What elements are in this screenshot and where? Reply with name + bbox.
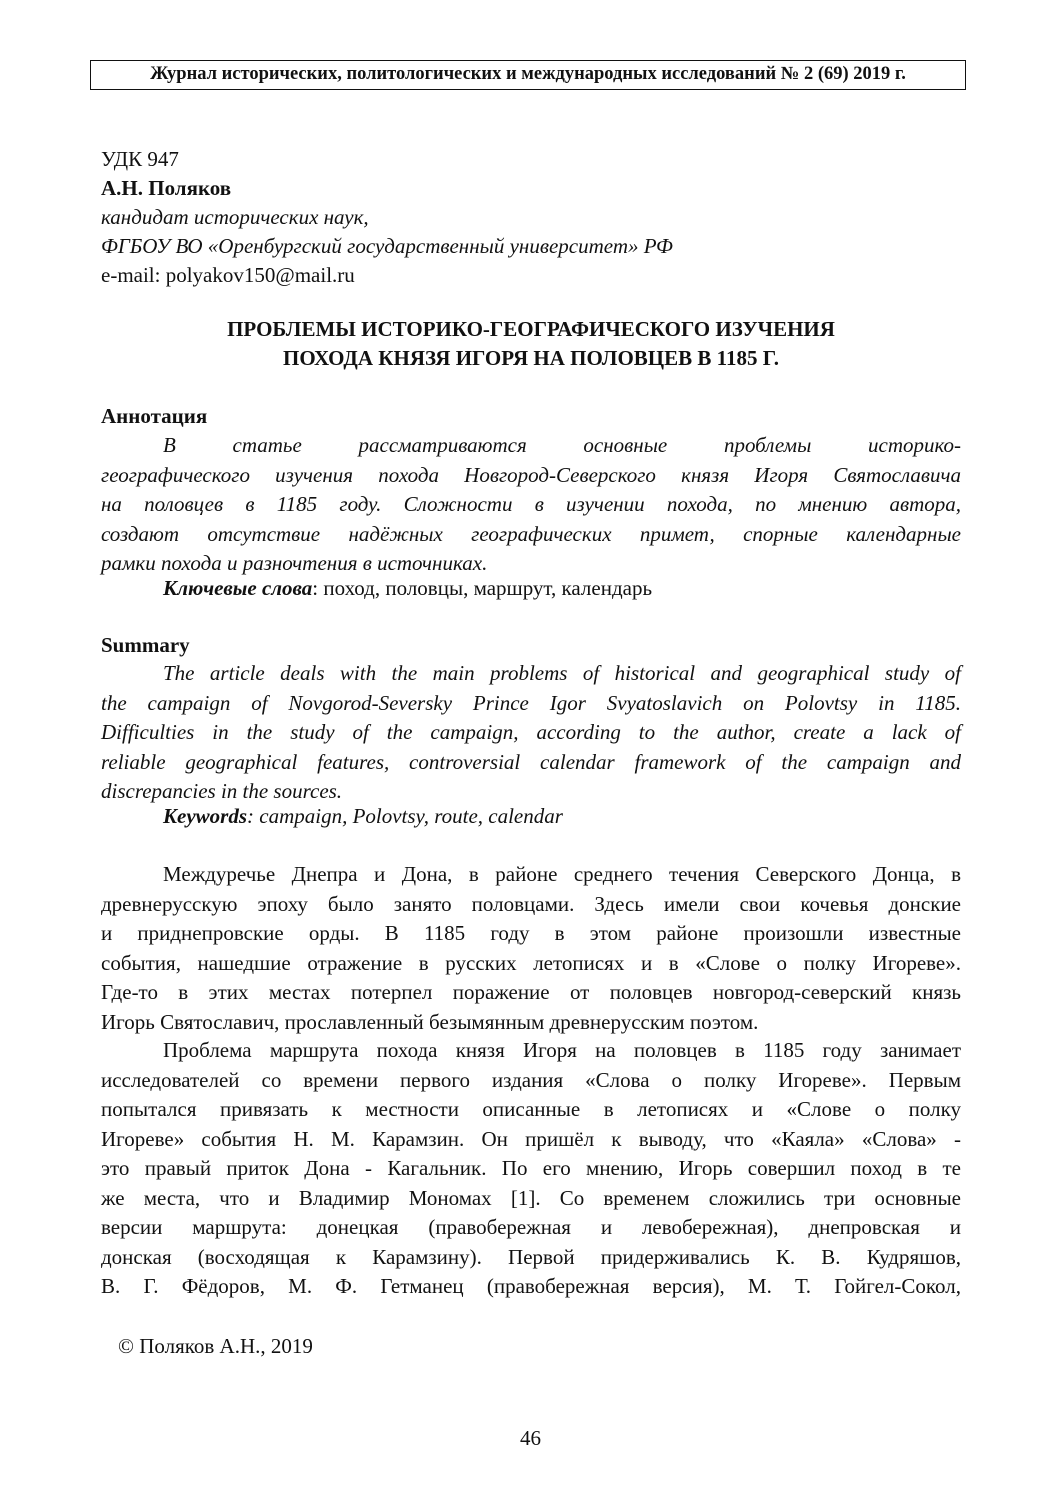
- keywords-en: : campaign, Polovtsy, route, calendar: [247, 804, 563, 828]
- author-affiliation: ФГБОУ ВО «Оренбургский государственный университет» РФ: [101, 234, 673, 258]
- author-name: А.Н. Поляков: [101, 176, 232, 200]
- body-line: версии маршрута: донецкая (правобережная и левобережная), днепровская и: [101, 1215, 961, 1239]
- udk-code: УДК 947: [101, 147, 179, 171]
- journal-title: Журнал исторических, политологических и международных исследований № 2 (69) 2019 г.: [150, 64, 906, 84]
- page-number: 46: [520, 1426, 541, 1450]
- journal-header: [90, 60, 966, 90]
- body-line: Игореве» события Н. М. Карамзин. Он пришёл к выводу, что «Каяла» «Слова» -: [101, 1126, 961, 1151]
- body-line: события, нашедшие отражение в русских летописях и в «Слове о полку Игореве».: [101, 950, 961, 975]
- body-line: Игорь Святославич, прославленный безымянным древнерусским поэтом.: [101, 1009, 759, 1034]
- title-line-1: ПРОБЛЕМЫ ИСТОРИКО-ГЕОГРАФИЧЕСКОГО ИЗУЧЕНИЯ: [227, 317, 835, 341]
- body-line: это правый приток Дона - Кагальник. По его мнению, Игорь совершил поход в те: [101, 1156, 961, 1180]
- annotation-line: создают отсутствие надёжных географических примет, спорные календарные: [101, 521, 961, 546]
- title-line-2: ПОХОДА КНЯЗЯ ИГОРЯ НА ПОЛОВЦЕВ В 1185 Г.: [283, 346, 779, 370]
- body-line: Междуречье Днепра и Дона, в районе среднего течения Северского Донца, в: [163, 862, 961, 886]
- body-line: В. Г. Фёдоров, М. Ф. Гетманец (правобережная версия), М. Т. Гойгел-Сокол,: [101, 1274, 961, 1298]
- summary-line: reliable geographical features, controversial calendar framework of the campaign and: [101, 749, 961, 774]
- author-email: e-mail: polyakov150@mail.ru: [101, 263, 355, 287]
- summary-heading: Summary: [101, 633, 190, 657]
- body-paragraph-2: [101, 1036, 961, 1302]
- annotation-line: рамки похода и разночтения в источниках.: [101, 551, 488, 575]
- body-line: донская (восходящая к Карамзину). Первой придерживались К. В. Кудряшов,: [101, 1244, 961, 1269]
- body-line: попытался привязать к местности описанные в летописях и «Слове о полку: [101, 1097, 961, 1121]
- author-meta: [101, 145, 673, 290]
- article-title: [101, 315, 961, 373]
- annotation-line: на половцев в 1185 году. Сложности в изучении похода, по мнению автора,: [101, 492, 961, 516]
- body-line: древнерусскую эпоху было занято половцами. Здесь имели свои кочевья донские: [101, 891, 961, 916]
- author-degree: кандидат исторических наук,: [101, 205, 369, 229]
- annotation-line: географического изучения похода Новгород-Северского князя Игоря Святославича: [101, 462, 961, 487]
- annotation-text: [101, 431, 961, 579]
- keywords-label-en: Keywords: [163, 804, 247, 828]
- copyright-notice: © Поляков А.Н., 2019: [118, 1334, 313, 1358]
- body-line: и приднепровские орды. В 1185 году в этом районе произошли известные: [101, 921, 961, 945]
- summary-line: Difficulties in the study of the campaign, according to the author, create a lack of: [101, 720, 961, 744]
- keywords-ru: : поход, половцы, маршрут, календарь: [312, 576, 653, 600]
- annotation-keywords: [163, 574, 652, 603]
- annotation-heading: Аннотация: [101, 404, 208, 428]
- body-paragraph-1: [101, 860, 961, 1037]
- summary-keywords: [163, 802, 563, 831]
- summary-line: The article deals with the main problems of historical and geographical study of: [163, 661, 961, 685]
- body-line: исследователей со времени первого издания «Слова о полку Игореве». Первым: [101, 1067, 961, 1092]
- summary-line: discrepancies in the sources.: [101, 779, 343, 803]
- annotation-line: В статье рассматриваются основные проблемы историко-: [163, 433, 961, 457]
- body-line: Где-то в этих местах потерпел поражение от половцев новгород-северский князь: [101, 980, 961, 1004]
- keywords-label-ru: Ключевые слова: [163, 576, 313, 600]
- body-line: Проблема маршрута похода князя Игоря на половцев в 1185 году занимает: [163, 1038, 961, 1062]
- summary-line: the campaign of Novgorod-Seversky Prince Igor Svyatoslavich on Polovtsy in 1185.: [101, 690, 961, 715]
- summary-text: [101, 659, 961, 807]
- body-line: же места, что и Владимир Мономах [1]. Со временем сложились три основные: [101, 1185, 961, 1210]
